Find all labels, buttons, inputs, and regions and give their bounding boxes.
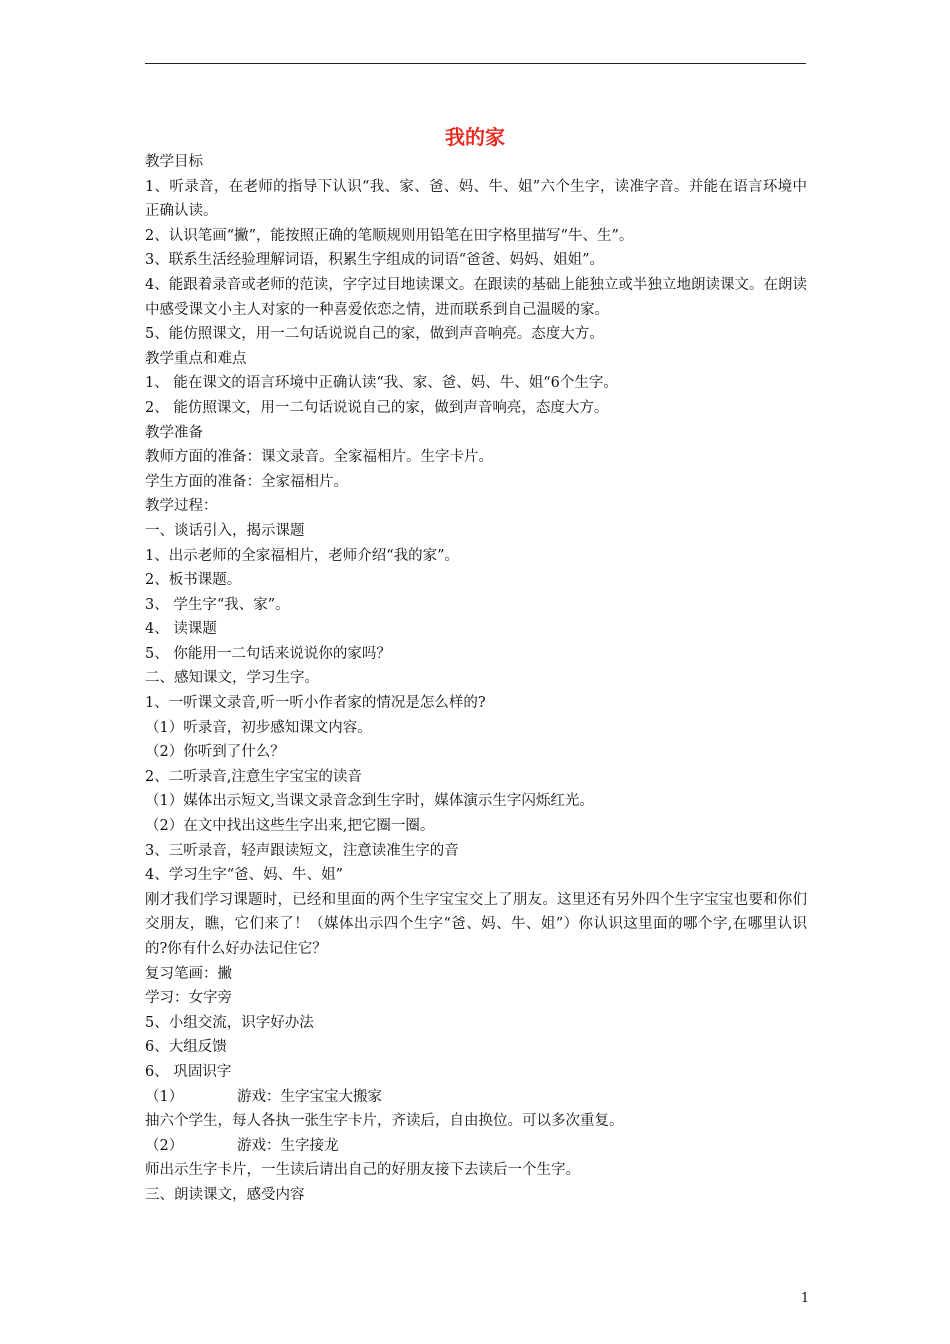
game-2-row [145,1134,810,1159]
preparation-heading: 教学准备 [145,424,203,441]
section-2-step-2: 2、二听录音,注意生字宝宝的读音 [145,768,362,785]
objective-item-3: 3、联系生活经验理解词语，积累生字组成的词语“爸爸、妈妈、姐姐”。 [145,252,605,269]
header-rule [145,63,806,64]
objective-item-2: 2、认识笔画“撇”，能按照正确的笔顺规则用铅笔在田字格里描写“牛、生”。 [145,227,634,244]
game-1-description: 抽六个学生，每人各执一张生字卡片，齐读后，自由换位。可以多次重复。 [145,1113,624,1130]
key-point-item-2: 2、 能仿照课文，用一二句话说说自己的家，做到声音响亮，态度大方。 [145,399,609,416]
section-2-step-1: 1、一听课文录音,听一听小作者家的情况是怎么样的? [145,695,486,712]
section-2-step-4: 4、学习生字“爸、妈、牛、姐” [145,867,344,884]
section-2-step-2-sub-2: （2）在文中找出这些生字出来,把它圈一圈。 [145,818,435,835]
section-2-step-6a: 6、大组反馈 [145,1039,227,1056]
section-1-item-1: 1、出示老师的全家福相片，老师介绍“我的家”。 [145,547,460,564]
process-heading: 教学过程： [145,498,218,515]
key-points-heading: 教学重点和难点 [145,350,247,367]
objective-item-5: 5、能仿照课文，用一二句话说说自己的家，做到声音响亮。态度大方。 [145,326,604,343]
section-2-review: 复习笔画：撇 [145,965,232,982]
section-1-title: 一、谈话引入，揭示课题 [145,522,305,539]
section-2-title: 二、感知课文，学习生字。 [145,670,319,687]
game-2-description: 师出示生字卡片，一生读后请出自己的好朋友接下去读后一个生字。 [145,1162,580,1179]
game-2-label: （2） [145,1137,184,1154]
section-1-item-3: 3、 学生字“我、家”。 [145,596,290,613]
key-point-item-1: 1、 能在课文的语言环境中正确认读“我、家、爸、妈、牛、姐“6个生字。 [145,375,618,392]
preparation-item-student: 学生方面的准备：全家福相片。 [145,473,348,490]
section-2-step-1-sub-1: （1）听录音，初步感知课文内容。 [145,719,372,736]
objectives-heading: 教学目标 [145,154,203,170]
section-1-item-5: 5、 你能用一二句话来说说你的家吗？ [145,645,391,662]
section-2-paragraph: 刚才我们学习课题时，已经和里面的两个生字宝宝交上了朋友。这里还有另外四个生字宝宝也要和你们交朋友，瞧，它们来了！（媒体出示四个生字“爸、妈、牛、姐”）你认识这里面的哪个字,在哪里认识的?你有什么好办法记住它？ [145,891,807,957]
game-2-name: 游戏：生字接龙 [237,1137,339,1154]
preparation-item-teacher: 教师方面的准备：课文录音。全家福相片。生字卡片。 [145,449,493,466]
section-2-step-3: 3、三听录音，轻声跟读短文，注意读准生字的音 [145,842,459,859]
game-1-row [145,1085,810,1110]
section-2-learn: 学习：女字旁 [145,990,232,1007]
section-2-step-6b: 6、 巩固识字 [145,1063,232,1080]
section-2-step-2-sub-1: （1）媒体出示短文,当课文录音念到生字时，媒体演示生字闪烁红光。 [145,793,594,810]
objective-item-1: 1、听录音，在老师的指导下认识“我、家、爸、妈、牛、姐”六个生字，读准字音。并能在语言环境中正确认读。 [145,178,807,220]
section-1-item-2: 2、板书课题。 [145,572,242,589]
document-body [145,150,810,1208]
objective-item-4: 4、能跟着录音或老师的范读，字字过目地读课文。在跟读的基础上能独立或半独立地朗读课文。在朗读中感受课文小主人对家的一种喜爱依恋之情，进而联系到自己温暖的家。 [145,276,807,318]
section-2-step-1-sub-2: （2）你听到了什么？ [145,744,285,761]
document-title: 我的家 [445,125,505,149]
game-1-label: （1） [145,1088,184,1105]
page-number: 1 [800,1291,810,1306]
section-2-step-5: 5、小组交流，识字好办法 [145,1014,314,1031]
game-1-name: 游戏：生字宝宝大搬家 [237,1088,382,1105]
section-3-title: 三、朗读课文，感受内容 [145,1186,305,1203]
section-1-item-4: 4、 读课题 [145,621,217,638]
